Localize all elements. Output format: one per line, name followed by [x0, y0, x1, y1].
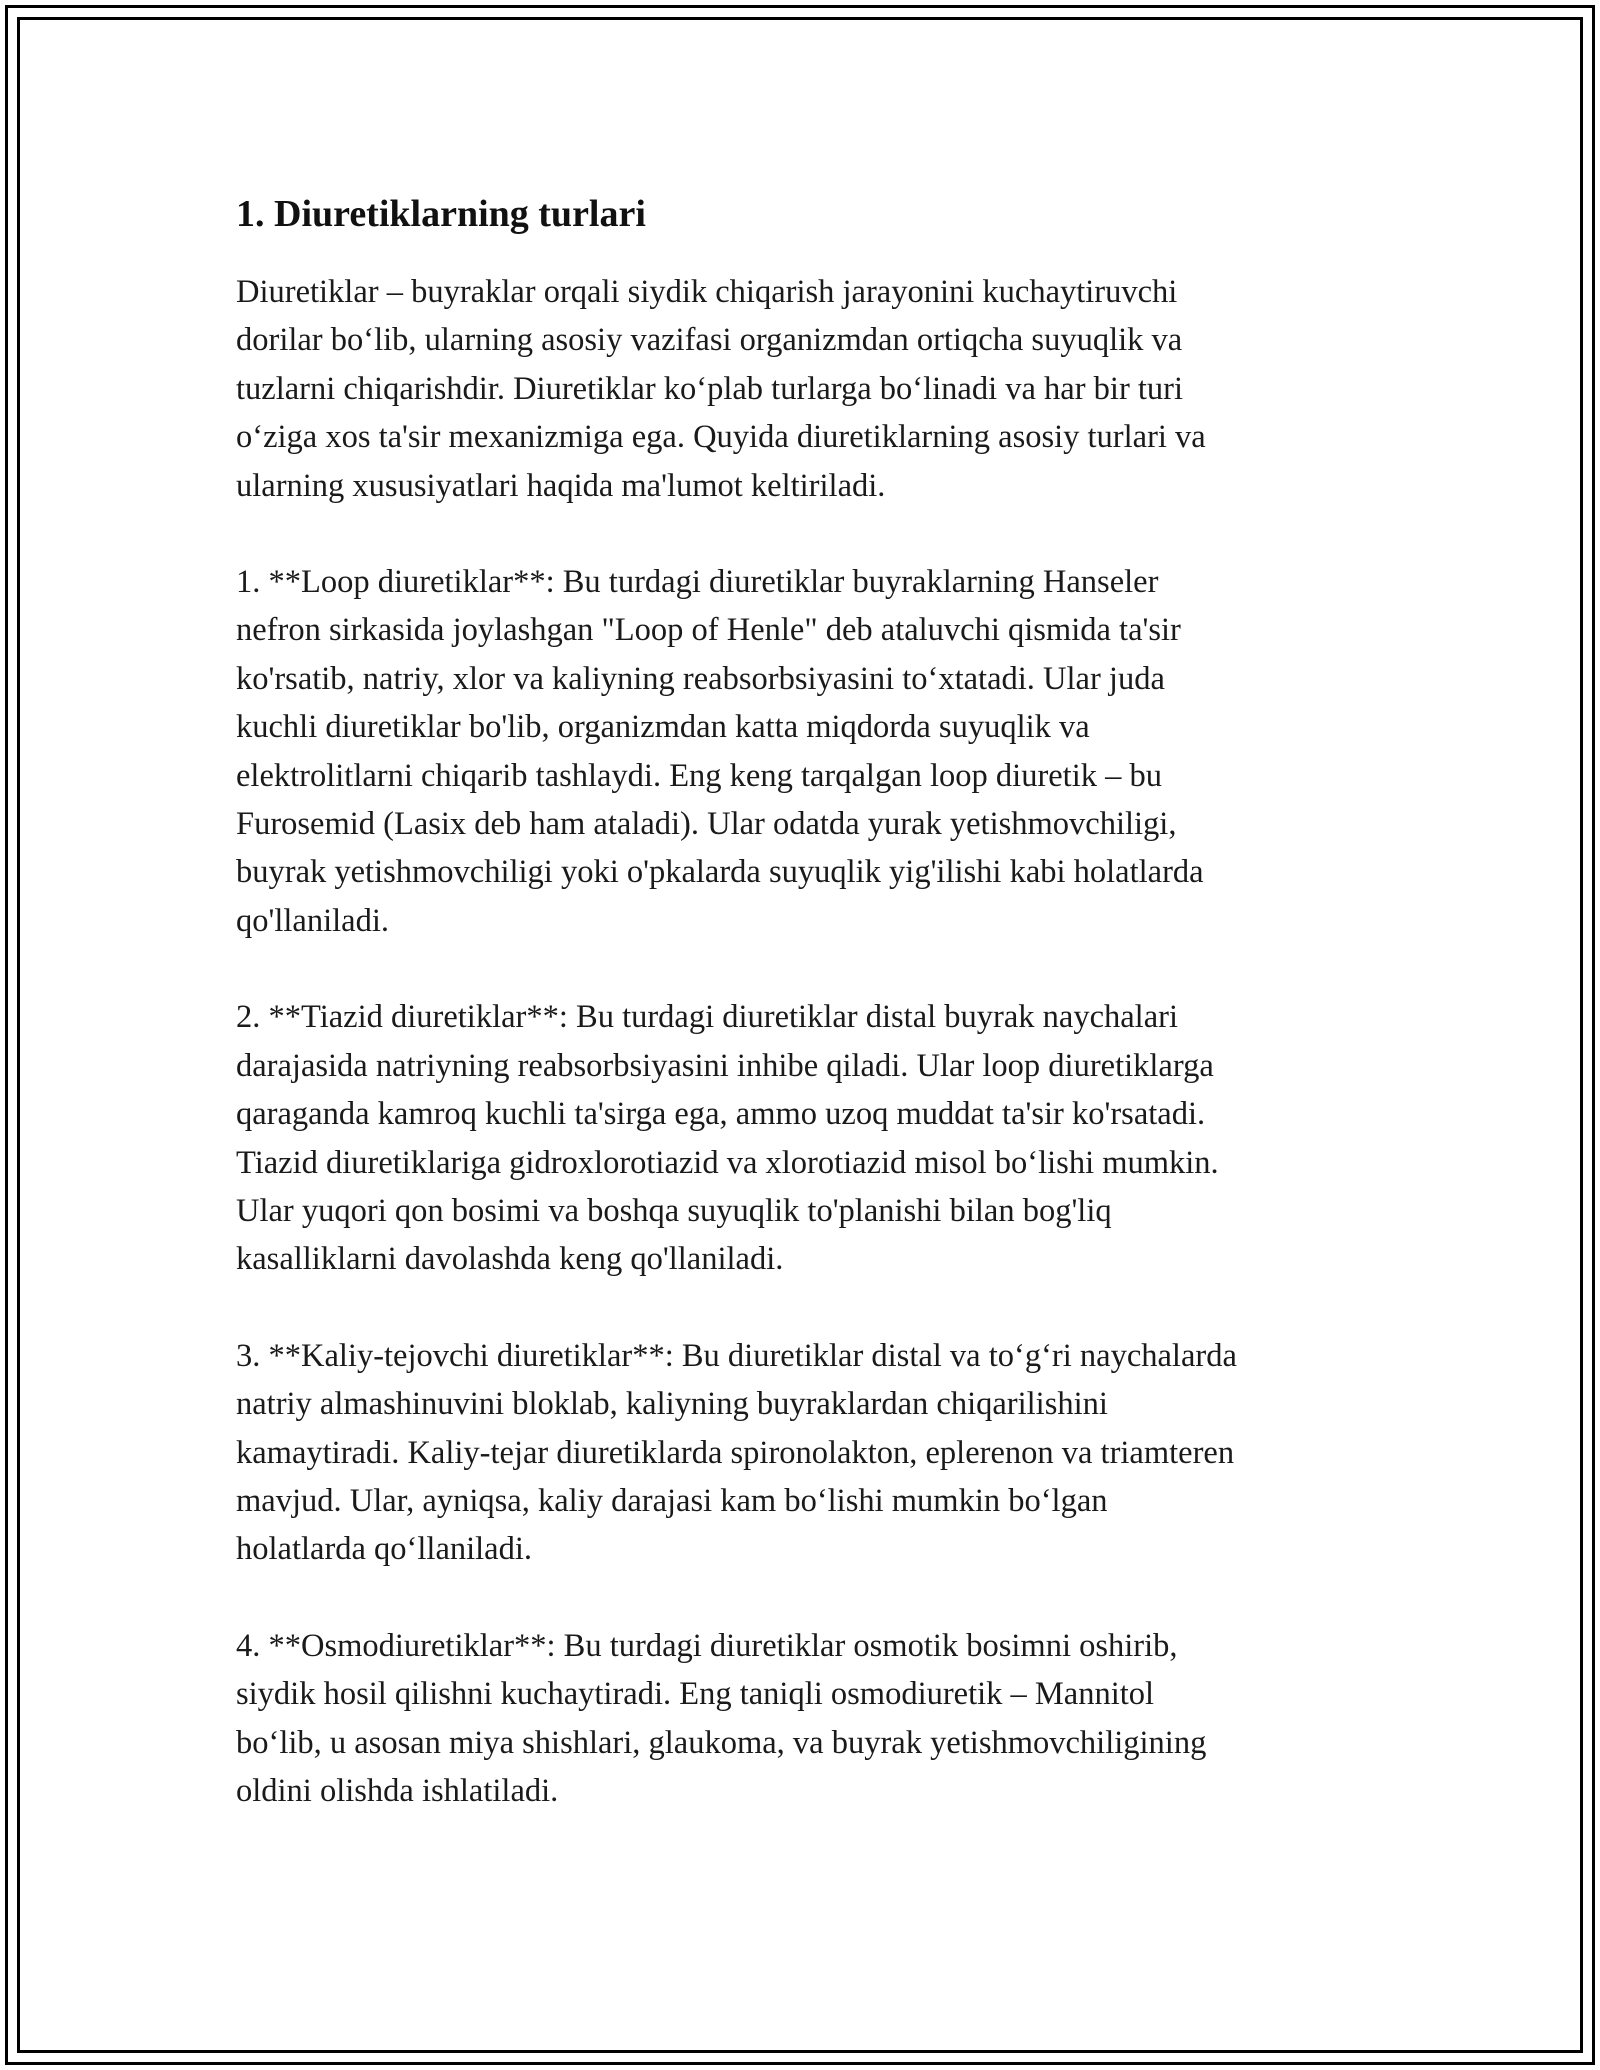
text-line: bo‘lib, u asosan miya shishlari, glaukoma, va buyrak yetishmovchiligining — [236, 1724, 1207, 1761]
text-line: Furosemid (Lasix deb ham ataladi). Ular odatda yurak yetishmovchiligi, — [236, 806, 1177, 843]
text-line: 2. **Tiazid diuretiklar**: Bu turdagi diuretiklar distal buyrak naychalari — [236, 999, 1178, 1036]
text-line: qaraganda kamroq kuchli ta'sirga ega, ammo uzoq muddat ta'sir ko'rsatadi. — [236, 1096, 1206, 1133]
text-line: kuchli diuretiklar bo'lib, organizmdan katta miqdorda suyuqlik va — [236, 709, 1090, 746]
text-line: oldini olishda ishlatiladi. — [236, 1772, 559, 1809]
text-line: mavjud. Ular, ayniqsa, kaliy darajasi kam bo‘lishi mumkin bo‘lgan — [236, 1482, 1108, 1519]
text-line: Diuretiklar – buyraklar orqali siydik chiqarish jarayonini kuchaytiruvchi — [236, 274, 1178, 310]
text-line: 4. **Osmodiuretiklar**: Bu turdagi diuretiklar osmotik bosimni oshirib, — [236, 1627, 1178, 1664]
text-line: Ular yuqori qon bosimi va boshqa suyuqlik to'planishi bilan bog'liq — [236, 1192, 1112, 1229]
paragraph-osmodiuretics — [236, 1622, 1376, 1816]
text-line: ularning xususiyatlari haqida ma'lumot keltiriladi. — [236, 467, 886, 504]
paragraph-loop-diuretics — [236, 558, 1376, 945]
text-line: darajasida natriyning reabsorbsiyasini inhibe qiladi. Ular loop diuretiklarga — [236, 1047, 1214, 1084]
paragraph-intro — [236, 268, 1376, 510]
text-line: 3. **Kaliy-tejovchi diuretiklar**: Bu diuretiklar distal va to‘g‘ri naychalarda — [236, 1337, 1237, 1374]
text-line: nefron sirkasida joylashgan "Loop of Henle" deb ataluvchi qismida ta'sir — [236, 612, 1181, 649]
text-line: buyrak yetishmovchiligi yoki o'pkalarda suyuqlik yig'ilishi kabi holatlarda — [236, 854, 1204, 891]
text-line: o‘ziga xos ta'sir mexanizmiga ega. Quyida diuretiklarning asosiy turlari va — [236, 419, 1206, 456]
text-line: natriy almashinuvini bloklab, kaliyning buyraklardan chiqarilishini — [236, 1386, 1108, 1423]
text-line: tuzlarni chiqarishdir. Diuretiklar ko‘plab turlarga bo‘linadi va har bir turi — [236, 370, 1184, 407]
text-line: ko'rsatib, natriy, xlor va kaliyning reabsorbsiyasini to‘xtatadi. Ular juda — [236, 660, 1165, 697]
text-line: kasalliklarni davolashda keng qo'llaniladi. — [236, 1241, 784, 1278]
text-line: Tiazid diuretiklariga gidroxlorotiazid va xlorotiazid misol bo‘lishi mumkin. — [236, 1144, 1219, 1181]
text-line: qo'llaniladi. — [236, 902, 389, 939]
document-body — [236, 188, 1376, 1815]
paragraph-tiazid-diuretics — [236, 993, 1376, 1283]
paragraph-kaliy-diuretics — [236, 1332, 1376, 1574]
section-heading: 1. Diuretiklarning turlari — [236, 193, 646, 235]
text-line: elektrolitlarni chiqarib tashlaydi. Eng keng tarqalgan loop diuretik – bu — [236, 757, 1162, 794]
text-line: 1. **Loop diuretiklar**: Bu turdagi diuretiklar buyraklarning Hanseler — [236, 564, 1159, 601]
text-line: kamaytiradi. Kaliy-tejar diuretiklarda spironolakton, eplerenon va triamteren — [236, 1434, 1235, 1471]
text-line: siydik hosil qilishni kuchaytiradi. Eng taniqli osmodiuretik – Mannitol — [236, 1676, 1155, 1713]
text-line: dorilar bo‘lib, ularning asosiy vazifasi organizmdan ortiqcha suyuqlik va — [236, 322, 1183, 359]
text-line: holatlarda qo‘llaniladi. — [236, 1531, 533, 1568]
